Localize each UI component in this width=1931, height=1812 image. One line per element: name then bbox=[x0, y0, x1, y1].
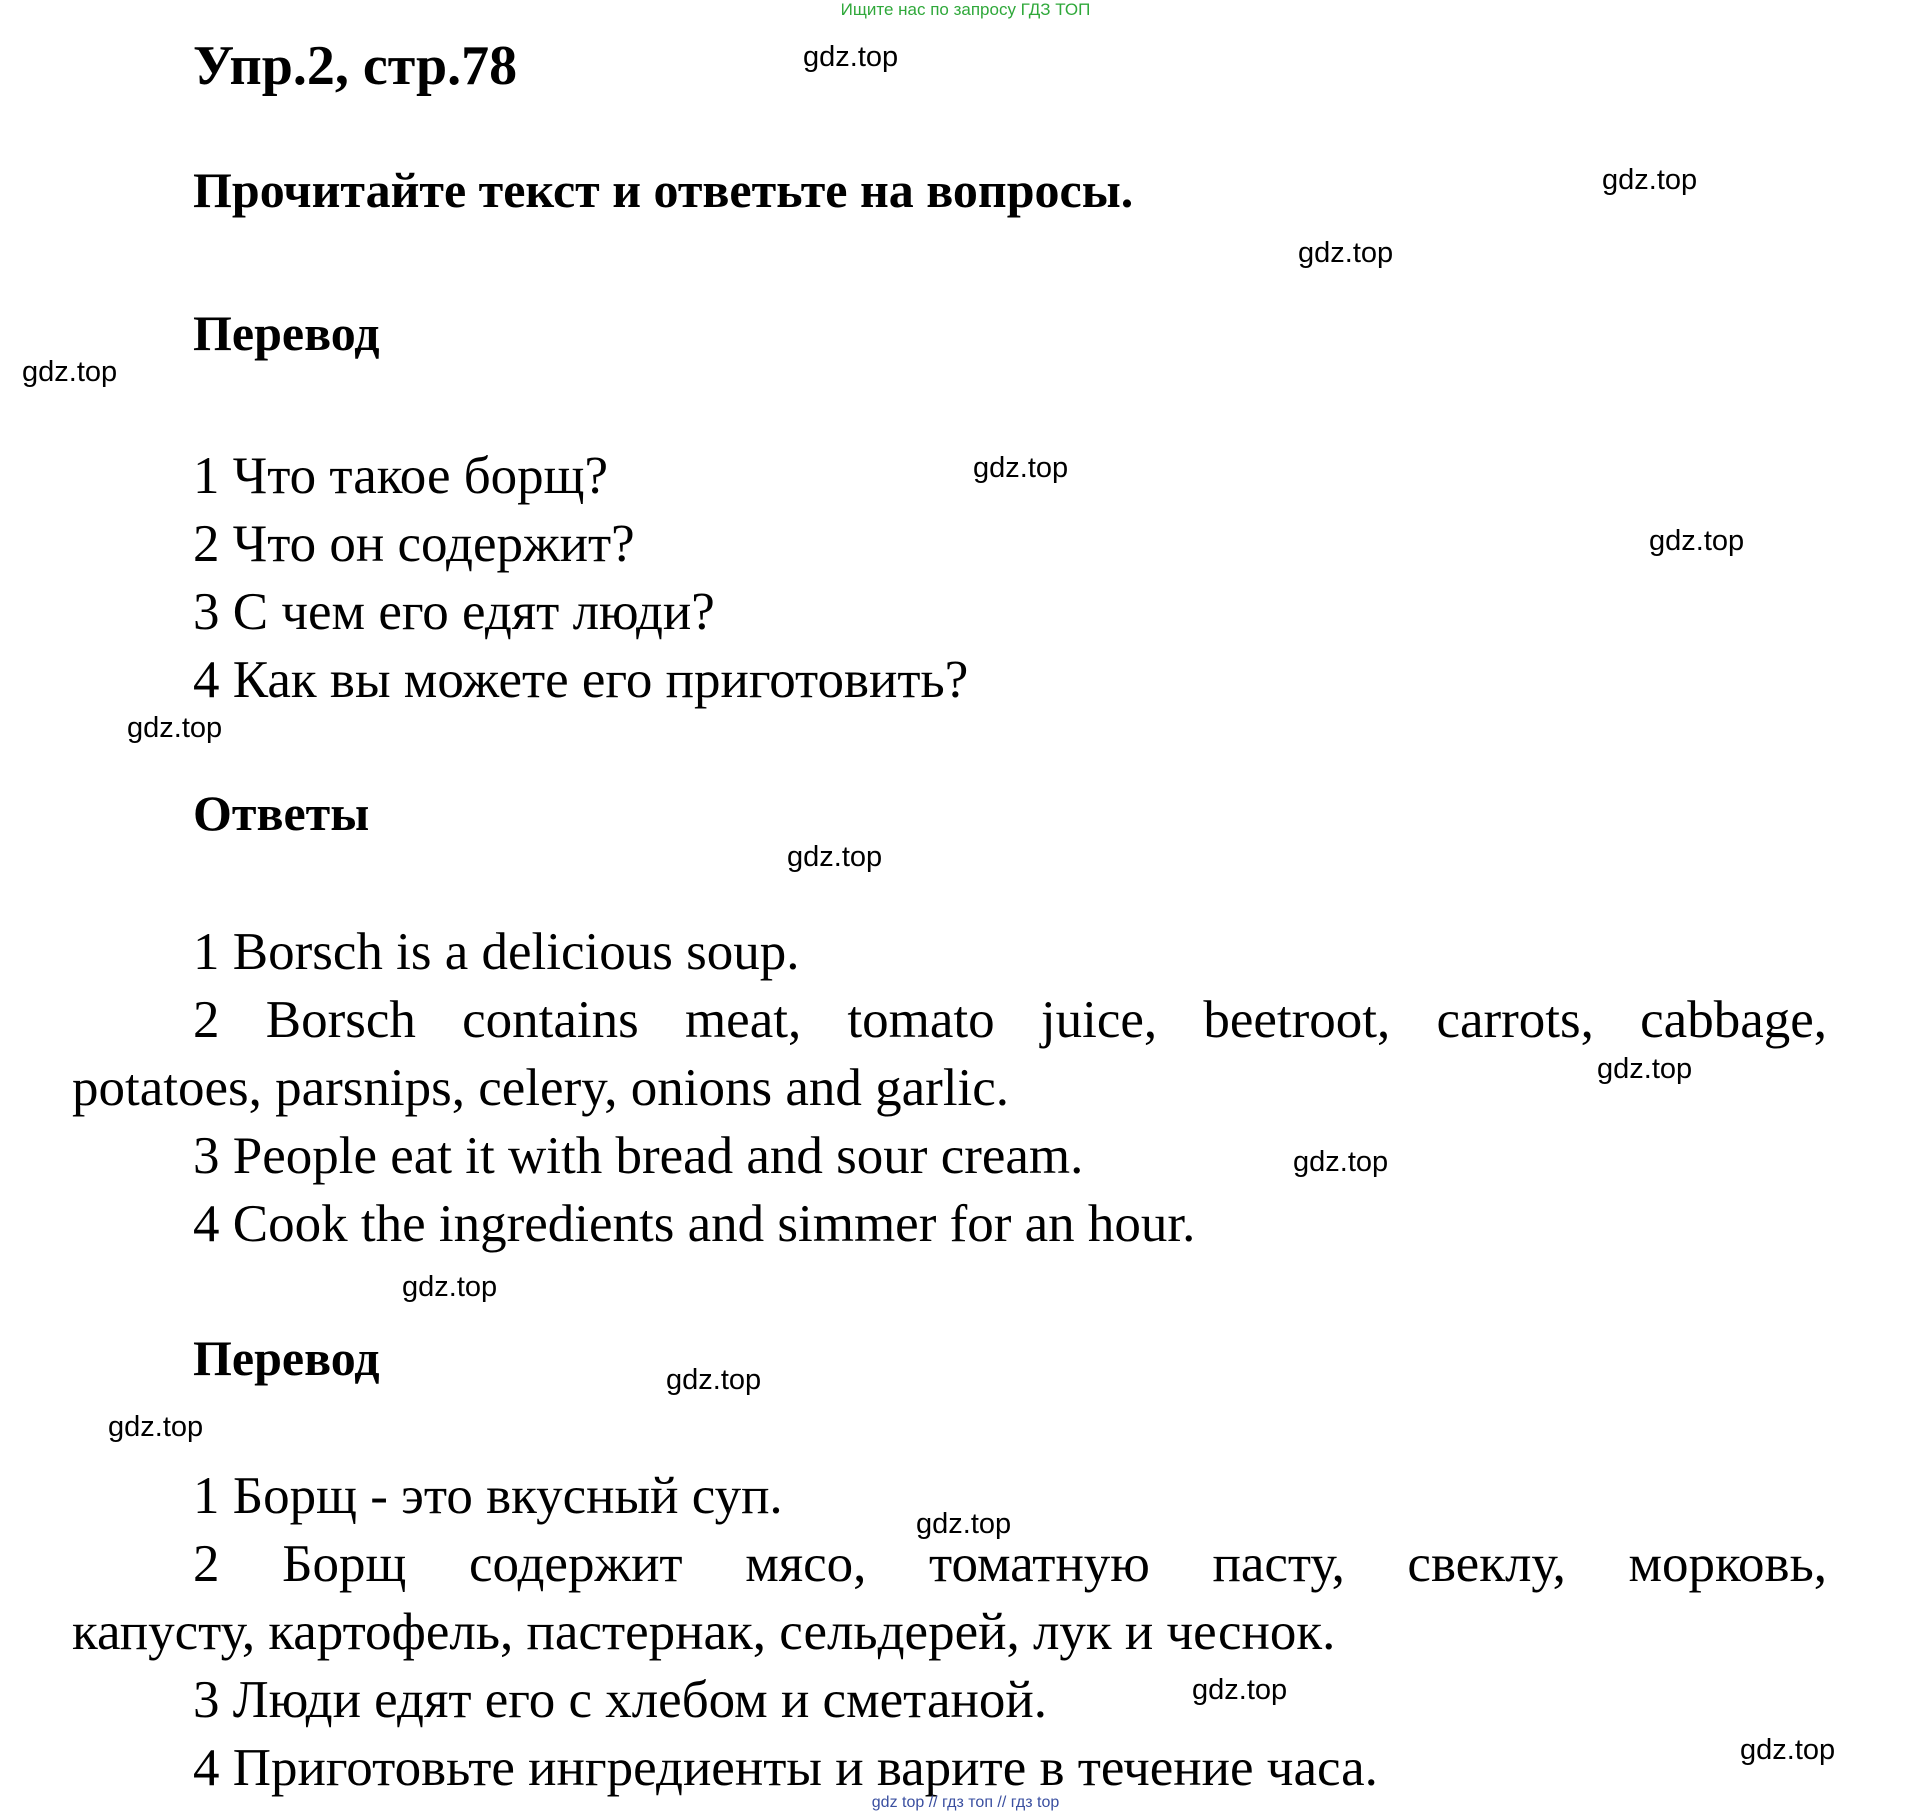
watermark: gdz.top bbox=[1649, 525, 1745, 557]
answer-ru-2-line-2: капусту, картофель, пастернак, сельдерей, лук и чеснок. bbox=[72, 1603, 1336, 1661]
watermark: gdz.top bbox=[1740, 1734, 1836, 1766]
watermark: gdz.top bbox=[1597, 1053, 1693, 1085]
watermark: gdz.top bbox=[1293, 1146, 1389, 1178]
watermark: gdz.top bbox=[666, 1364, 762, 1396]
watermark: gdz.top bbox=[916, 1508, 1012, 1540]
watermark: gdz.top bbox=[1192, 1674, 1288, 1706]
question-4: 4 Как вы можете его приготовить? bbox=[193, 651, 969, 709]
answer-ru-3: 3 Люди едят его с хлебом и сметаной. bbox=[193, 1671, 1047, 1729]
question-3: 3 С чем его едят люди? bbox=[193, 583, 715, 641]
answer-ru-1: 1 Борщ - это вкусный суп. bbox=[193, 1467, 783, 1525]
watermark: gdz.top bbox=[402, 1271, 498, 1303]
question-2: 2 Что он содержит? bbox=[193, 515, 635, 573]
watermark: gdz.top bbox=[1602, 164, 1698, 196]
answer-en-1: 1 Borsch is a delicious soup. bbox=[193, 923, 800, 981]
answer-en-4: 4 Cook the ingredients and simmer for an hour. bbox=[193, 1195, 1196, 1253]
answer-ru-2-line-1: 2 Борщ содержит мясо, томатную пасту, свеклу, морковь, bbox=[193, 1535, 1827, 1593]
answer-en-3: 3 People eat it with bread and sour cream. bbox=[193, 1127, 1084, 1185]
answer-en-2-line-2: potatoes, parsnips, celery, onions and garlic. bbox=[72, 1059, 1010, 1117]
question-1: 1 Что такое борщ? bbox=[193, 447, 609, 505]
section-heading-answers: Ответы bbox=[193, 785, 370, 841]
answer-ru-4: 4 Приготовьте ингредиенты и варите в течение часа. bbox=[193, 1739, 1378, 1797]
answer-en-2-line-1: 2 Borsch contains meat, tomato juice, beetroot, carrots, cabbage, bbox=[193, 991, 1827, 1049]
section-heading-translation-1: Перевод bbox=[193, 305, 380, 361]
watermark: gdz.top bbox=[973, 452, 1069, 484]
watermark: gdz.top bbox=[787, 841, 883, 873]
watermark: gdz.top bbox=[803, 41, 899, 73]
task-instruction: Прочитайте текст и ответьте на вопросы. bbox=[193, 162, 1134, 218]
watermark: gdz.top bbox=[1298, 237, 1394, 269]
section-heading-translation-2: Перевод bbox=[193, 1330, 380, 1386]
top-banner-text: Ищите нас по запросу ГДЗ ТОП bbox=[840, 0, 1091, 19]
watermark: gdz.top bbox=[22, 356, 118, 388]
exercise-title: Упр.2, стр.78 bbox=[193, 35, 518, 97]
watermark: gdz.top bbox=[108, 1411, 204, 1443]
watermark: gdz.top bbox=[127, 712, 223, 744]
footer-text: gdz top // гдз топ // гдз top bbox=[871, 1794, 1060, 1811]
